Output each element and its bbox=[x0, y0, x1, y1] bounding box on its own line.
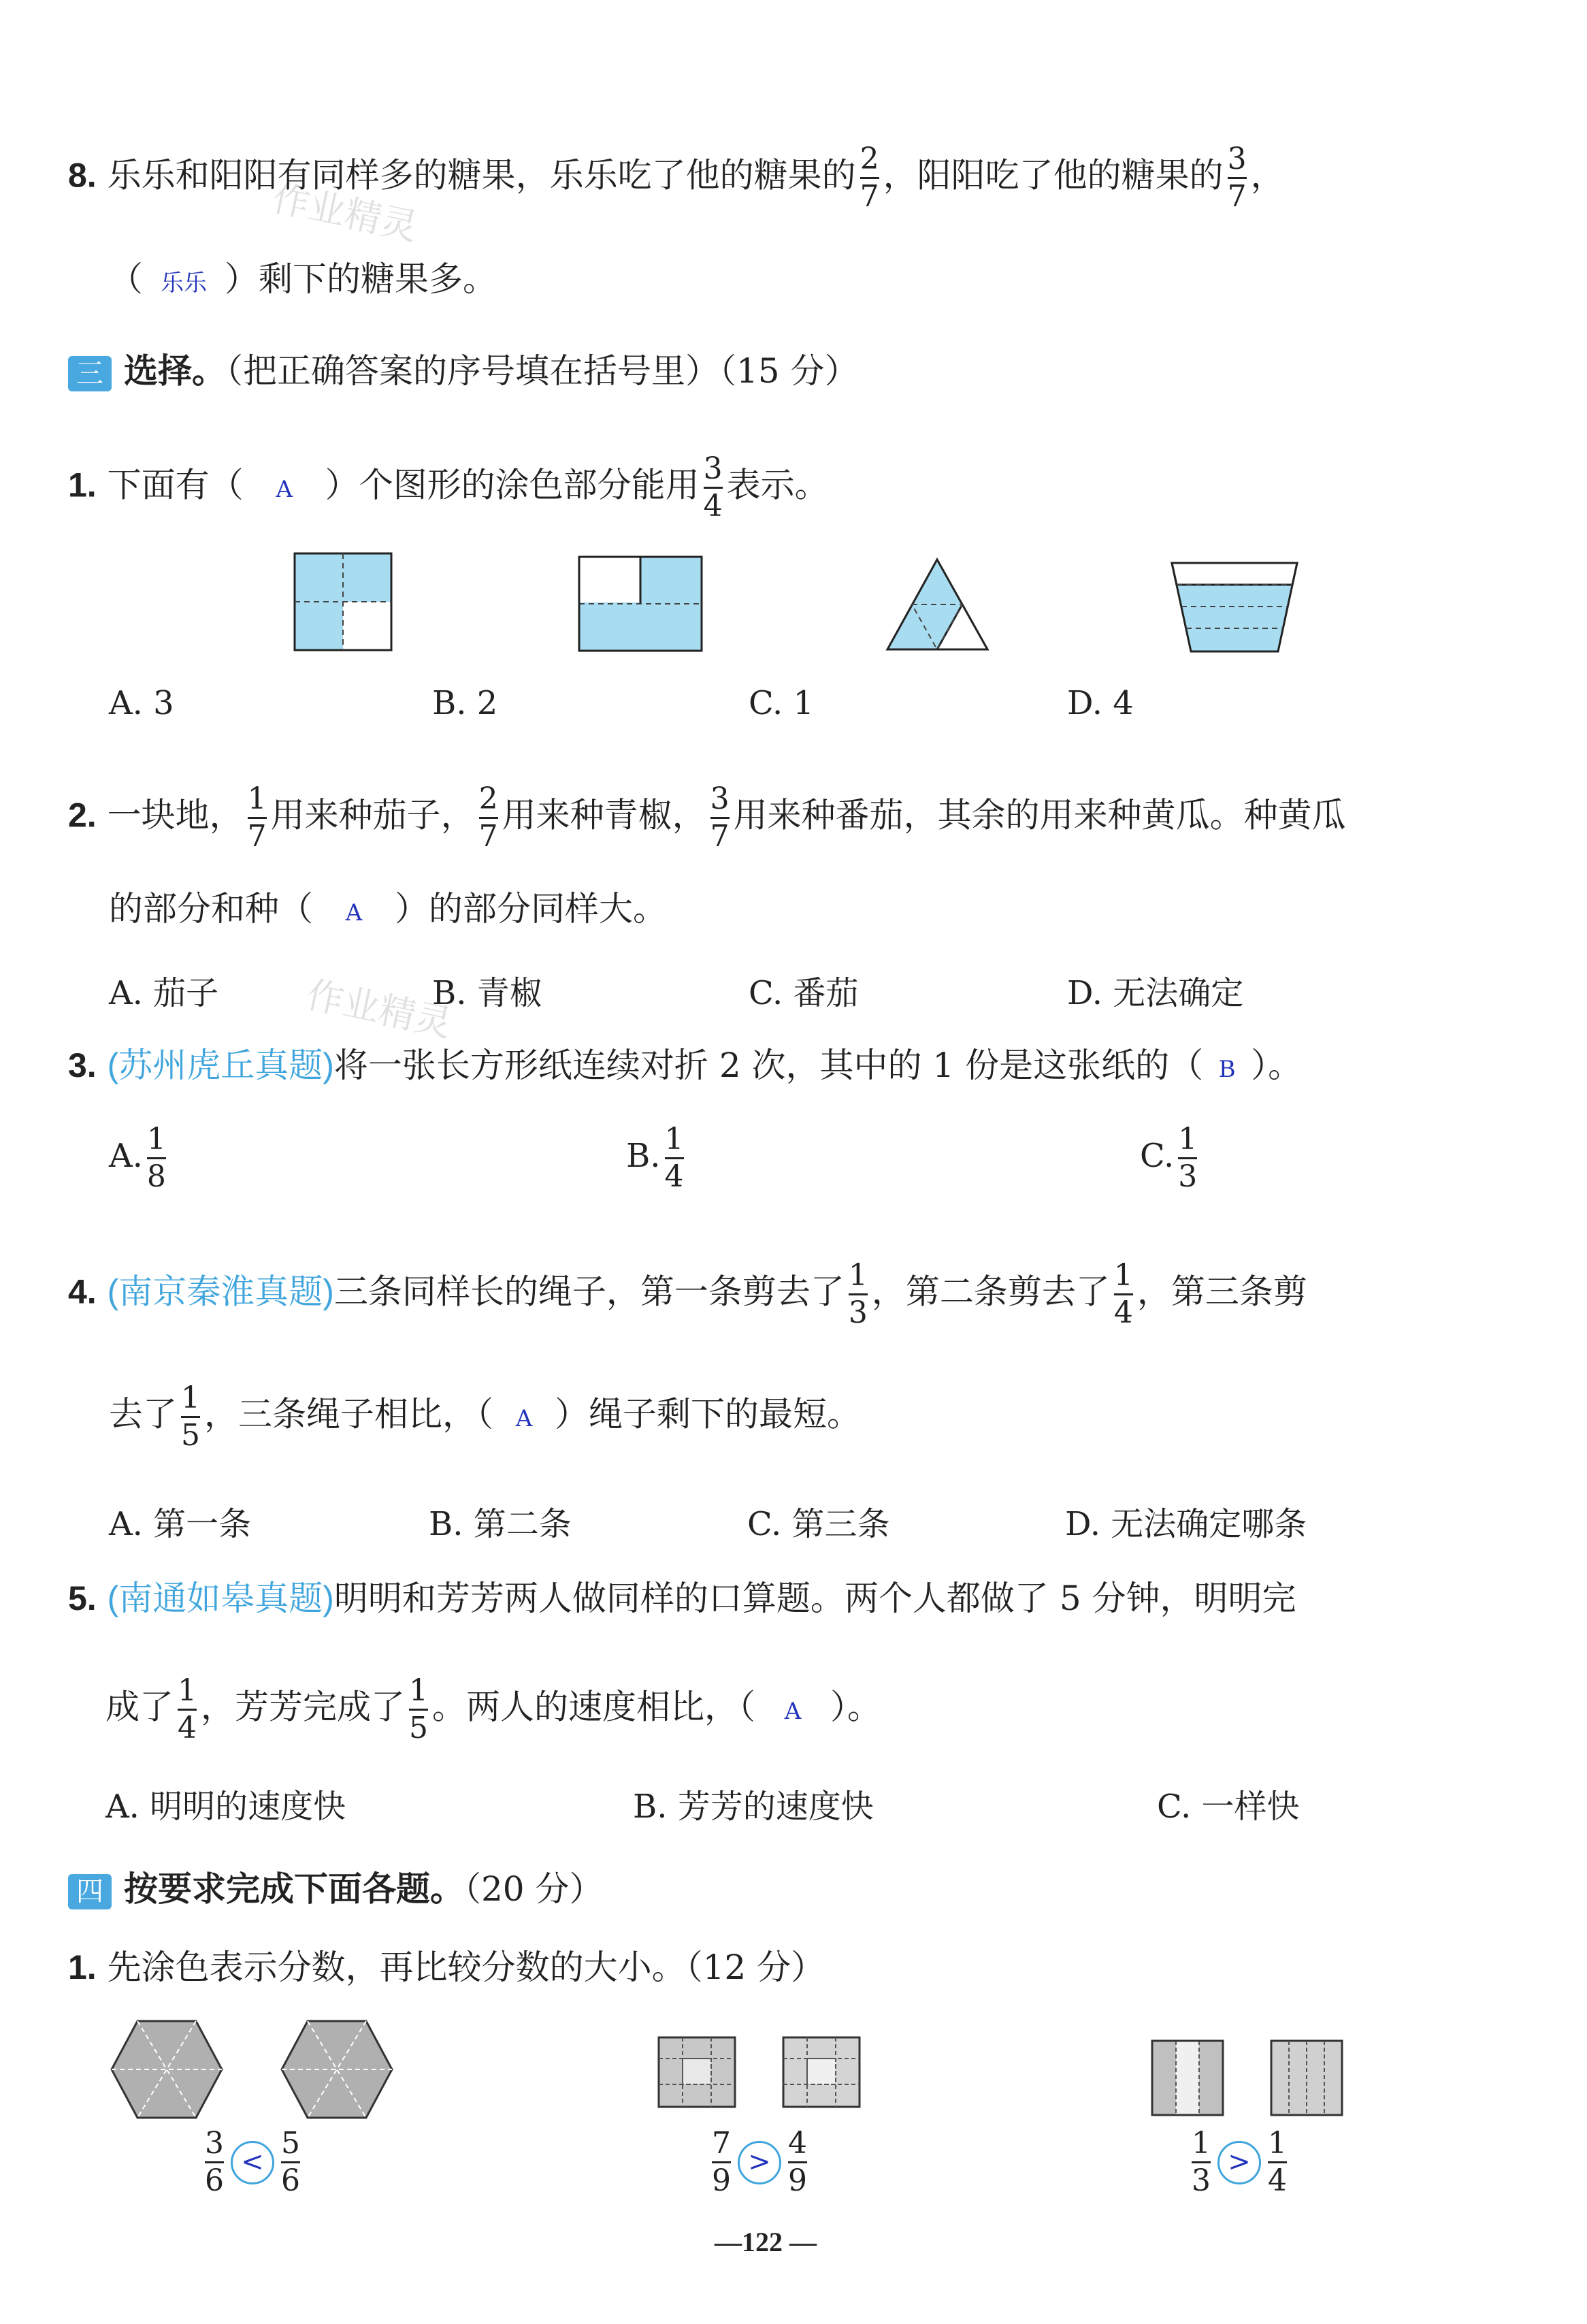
c5-line1: 5. (南通如皋真题)明明和芳芳两人做同样的口算题。两个人都做了 5 分钟，明明完 bbox=[68, 1579, 1296, 1618]
fraction: $\frac{3}{7}$ bbox=[710, 781, 730, 854]
page-number: —122 — bbox=[715, 2227, 817, 2257]
figure-hexagon bbox=[279, 2018, 395, 2120]
fraction: $\frac{1}{5}$ bbox=[409, 1673, 428, 1745]
source-tag: (苏州虎丘真题) bbox=[107, 1046, 334, 1084]
figure-striped-rect bbox=[1150, 2039, 1225, 2117]
d1-question: 1. 先涂色表示分数，再比较分数的大小。（12 分） bbox=[68, 1948, 825, 1987]
fraction: $\frac{1}{7}$ bbox=[247, 781, 267, 854]
comparison-sign: < bbox=[231, 2141, 274, 2184]
fraction: $\frac{1}{5}$ bbox=[181, 1381, 200, 1453]
answer: B bbox=[1218, 1056, 1236, 1083]
option: B. 第二条 bbox=[429, 1505, 572, 1543]
section-badge: 三 bbox=[68, 356, 112, 391]
figure-grid-square bbox=[781, 2035, 862, 2109]
figure-rectangle-parts bbox=[577, 555, 705, 653]
section-header: 四 按要求完成下面各题。（20 分） bbox=[68, 1869, 604, 1909]
question-number: 8. bbox=[68, 156, 97, 195]
comparison-sign: > bbox=[1217, 2141, 1261, 2184]
figure-square-quarters bbox=[293, 551, 395, 653]
option: C. $\frac{1}{3}$ bbox=[1140, 1122, 1198, 1194]
answer: 乐乐 bbox=[161, 270, 207, 297]
watermark: 作业精灵 bbox=[302, 973, 456, 1046]
fraction: $\frac{1}{3}$ bbox=[848, 1258, 868, 1330]
option: C. 番茄 bbox=[749, 974, 859, 1012]
fraction: $\frac{1}{4}$ bbox=[1113, 1258, 1133, 1330]
option: A. $\frac{1}{8}$ bbox=[109, 1122, 166, 1194]
comparison: $\frac{1}{3}$ > $\frac{1}{4}$ bbox=[1192, 2126, 1287, 2198]
c1-question: 1. 下面有（ A ）个图形的涂色部分能用 $\frac{3}{4}$ 表示。 bbox=[68, 451, 829, 523]
figure-hexagon bbox=[109, 2018, 225, 2120]
comparison-sign: > bbox=[738, 2141, 781, 2184]
c4-line2: 去了 $\frac{1}{5}$ ，三条绳子相比，（ A ）绳子剩下的最短。 bbox=[109, 1381, 861, 1453]
answer: A bbox=[784, 1697, 802, 1725]
option: C. 一样快 bbox=[1157, 1788, 1300, 1826]
fraction: $\frac{1}{4}$ bbox=[178, 1673, 197, 1745]
option: A. 3 bbox=[109, 684, 174, 722]
fraction: $\frac{2}{7}$ bbox=[860, 142, 879, 214]
source-tag: (南通如皋真题) bbox=[107, 1579, 334, 1617]
fraction: $\frac{2}{7}$ bbox=[478, 781, 498, 854]
option: A. 明明的速度快 bbox=[105, 1788, 346, 1826]
watermark: 作业精灵 bbox=[268, 176, 422, 249]
option: C. 第三条 bbox=[747, 1505, 890, 1543]
fraction: $\frac{3}{4}$ bbox=[703, 451, 723, 523]
section-header: 三 选择。（把正确答案的序号填在括号里）（15 分） bbox=[68, 351, 859, 391]
c5-line2: 成了 $\frac{1}{4}$ ，芳芳完成了 $\frac{1}{5}$ 。两人的速度相比，（ A ）。 bbox=[105, 1673, 881, 1745]
figure-grid-square bbox=[657, 2035, 737, 2109]
figure-triangle bbox=[885, 557, 990, 652]
option: D. 无法确定 bbox=[1067, 974, 1244, 1012]
q8-line2: （ 乐乐 ）剩下的糖果多。 bbox=[109, 259, 497, 304]
figure-trapezoid bbox=[1169, 560, 1300, 654]
option: D. 无法确定哪条 bbox=[1065, 1505, 1307, 1543]
q8-line1: 8. 乐乐和阳阳有同样多的糖果，乐乐吃了他的糖果的 $\frac{2}{7}$ ，阳阳吃了他的糖果的 $\frac{3}{7}$ ， bbox=[68, 142, 1285, 214]
fraction: $\frac{3}{7}$ bbox=[1227, 142, 1247, 214]
option: B. 青椒 bbox=[432, 974, 542, 1012]
option: B. $\frac{1}{4}$ bbox=[626, 1122, 684, 1194]
option: A. 第一条 bbox=[109, 1505, 252, 1543]
answer: A bbox=[345, 899, 363, 926]
section-badge: 四 bbox=[68, 1874, 112, 1909]
option: C. 1 bbox=[749, 684, 815, 722]
option: D. 4 bbox=[1067, 684, 1134, 722]
answer: A bbox=[515, 1404, 533, 1432]
answer: A bbox=[276, 475, 293, 503]
c2-line2: 的部分和种（ A ）的部分同样大。 bbox=[109, 888, 667, 933]
c3-question: 3. (苏州虎丘真题)将一张长方形纸连续对折 2 次，其中的 1 份是这张纸的（ B ）。 bbox=[68, 1045, 1302, 1090]
option: B. 芳芳的速度快 bbox=[633, 1788, 874, 1826]
c4-line1: 4. (南京秦淮真题)三条同样长的绳子，第一条剪去了 $\frac{1}{3}$ ，第二条剪去了 $\frac{1}{4}$ ，第三条剪 bbox=[68, 1258, 1307, 1330]
option: A. 茄子 bbox=[109, 974, 219, 1012]
figure-striped-rect bbox=[1269, 2039, 1344, 2117]
c2-line1: 2. 一块地， $\frac{1}{7}$ 用来种茄子， $\frac{2}{7}$ 用来种青椒， $\frac{3}{7}$ 用来种番茄，其余的用来种黄瓜。种黄瓜 bbox=[68, 781, 1346, 854]
option: B. 2 bbox=[432, 684, 498, 722]
source-tag: (南京秦淮真题) bbox=[107, 1272, 334, 1311]
comparison: $\frac{7}{9}$ > $\frac{4}{9}$ bbox=[712, 2126, 807, 2198]
comparison: $\frac{3}{6}$ < $\frac{5}{6}$ bbox=[205, 2126, 300, 2198]
